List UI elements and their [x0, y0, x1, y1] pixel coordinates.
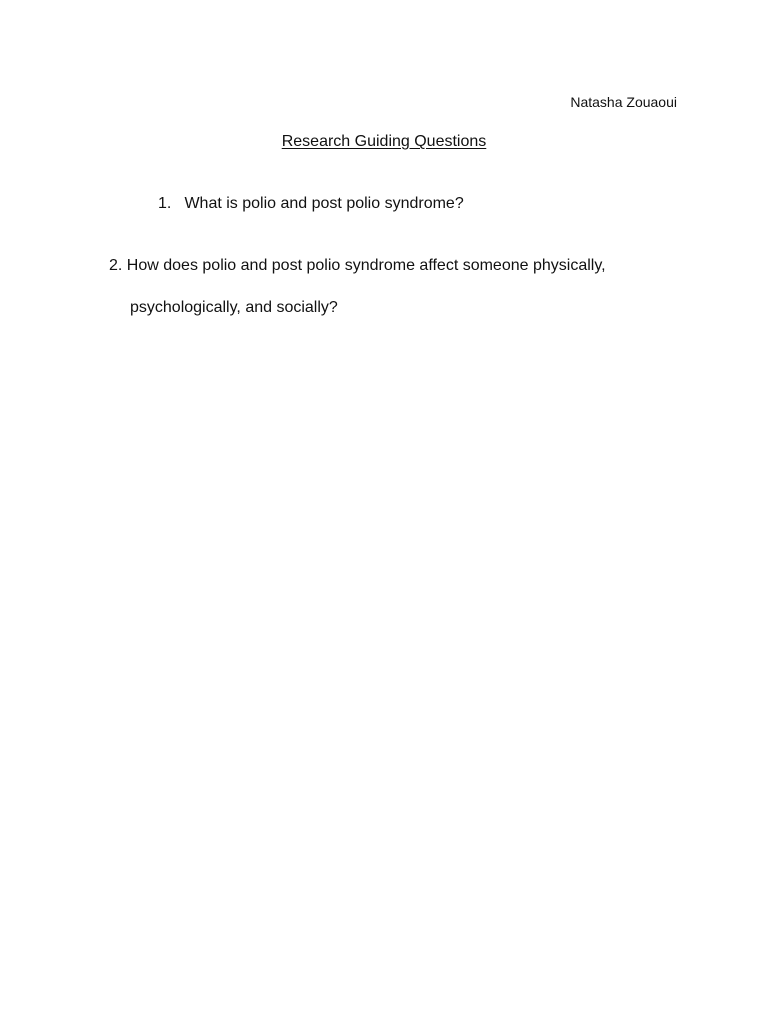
question-2-text-line1: How does polio and post polio syndrome affect someone physically,: [126, 257, 606, 274]
question-1-text: What is polio and post polio syndrome?: [184, 195, 464, 212]
page-title: [0, 133, 768, 151]
page-title-text: Research Guiding Questions: [281, 133, 487, 150]
question-2-text-line2: psychologically, and socially?: [130, 299, 338, 316]
question-1: [158, 195, 464, 213]
question-2: [109, 257, 606, 275]
author-name: Natasha Zouaoui: [570, 94, 677, 110]
question-1-number: 1.: [158, 195, 172, 212]
question-2-number: 2.: [109, 257, 123, 274]
